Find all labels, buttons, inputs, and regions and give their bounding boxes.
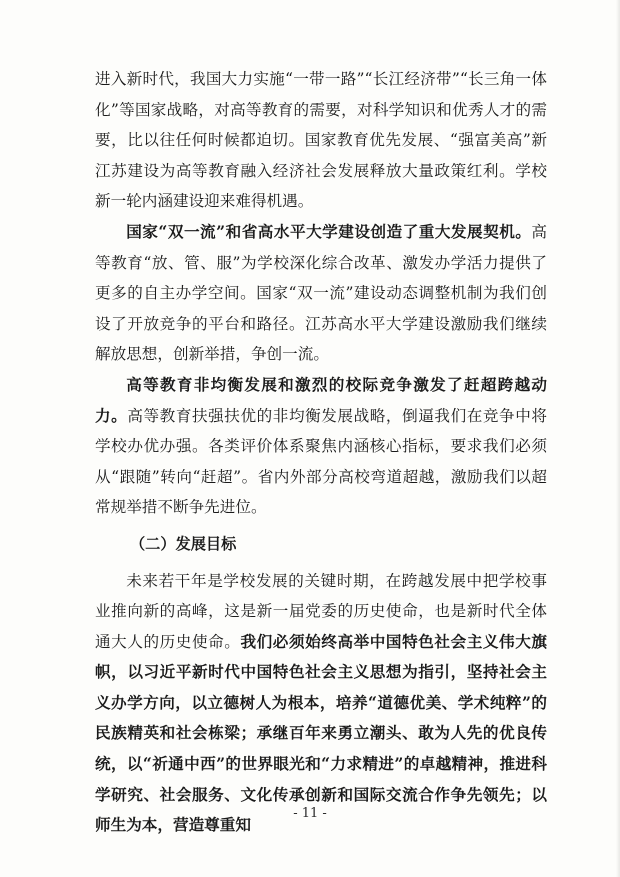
page-edge <box>616 0 620 877</box>
paragraph-text: 进入新时代，我国大力实施“一带一路”“长江经济带”“长三角一体化”等国家战略，对高等教育的需要，对科学知识和优秀人才的需要，比以往任何时候都迫切。国家教育优先发展、“强富美高”新江苏建设为高等教育融入经济社会发展释放大量政策红利。学校新一轮内涵建设迎来难得机遇。 <box>95 70 547 211</box>
paragraph-lead-sentence: 高等教育非均衡发展和激烈的校际竞争激发了赶超跨越动力。 <box>95 374 547 425</box>
paragraph-text: 未来若干年是学校发展的关键时期，在跨越发展中把学校事业推向新的高峰，这是新一届党委的历史使命，也是新时代全体通大人的历史使命。 <box>95 571 547 651</box>
paragraph-double-first-class <box>95 217 547 370</box>
section-heading: （二）发展目标 <box>129 534 237 553</box>
paragraph-bold-text: 我们必须始终高举中国特色社会主义伟大旗帜，以习近平新时代中国特色社会主义思想为指引，坚持社会主义办学方向，以立德树人为根本，培养“道德优美、学术纯粹”的民族精英和社会栋梁；承继百年来勇立潮头、敢为人先的优良传统，以“祈通中西”的世界眼光和“力求精进”的卓越精神，推进科学研究、社会服务、文化传承创新和国际交流合作争先领先；以师生为本，营造尊重知 <box>95 631 547 835</box>
page-number: - 11 - <box>293 806 327 821</box>
paragraph-text: 高等教育扶强扶优的非均衡发展战略，倒逼我们在竞争中将学校办优办强。各类评价体系聚焦内涵核心指标，要求我们必须从“跟随”转向“赶超”。省内外部分高校弯道超越，激励我们以超常规举措不断争先进位。 <box>95 406 547 517</box>
paragraph-development-goals <box>95 566 547 841</box>
paragraph-lead-sentence: 国家“双一流”和省高水平大学建设创造了重大发展契机。 <box>126 221 532 241</box>
paragraph-competition <box>95 370 547 523</box>
paragraph-text: 高等教育“放、管、服”为学校深化综合改革、激发办学活力提供了更多的自主办学空间。国家“双一流”建设动态调整机制为我们创设了开放竞争的平台和路径。江苏高水平大学建设激励我们继续解放思想，创新举措，争创一流。 <box>95 222 547 364</box>
body-text <box>95 64 547 841</box>
paragraph-opportunities <box>95 64 547 217</box>
